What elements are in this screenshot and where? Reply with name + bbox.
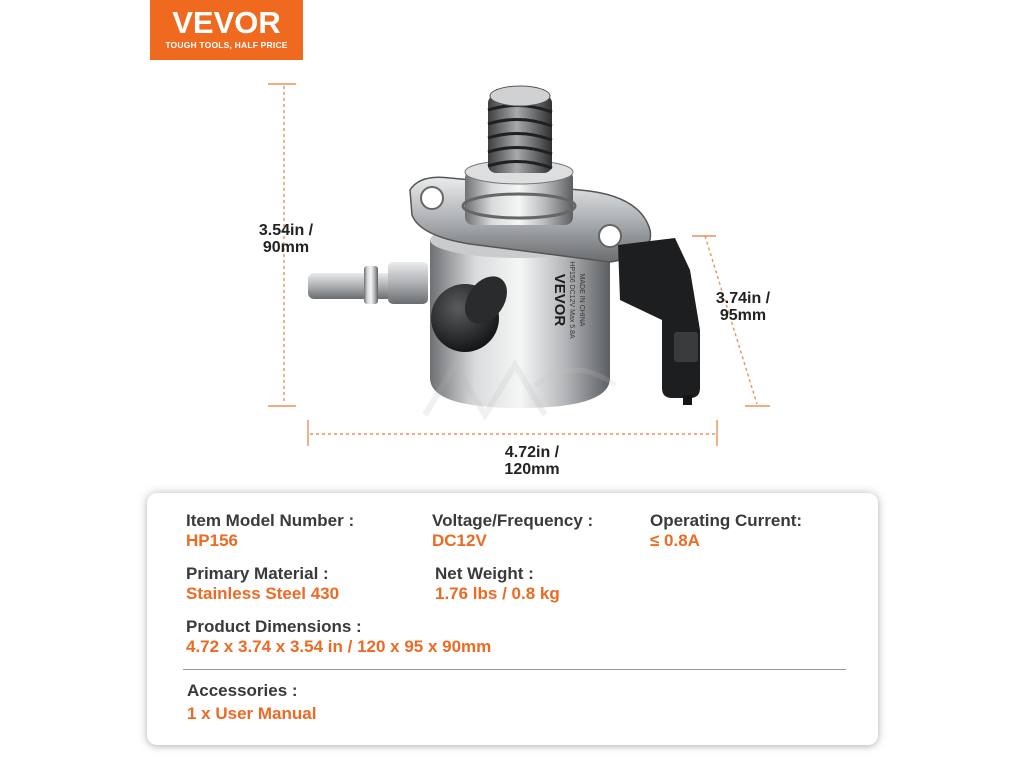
spec-label: Operating Current: xyxy=(650,511,803,530)
spec-label: Net Weight : xyxy=(435,564,534,583)
spec-value: 1.76 lbs / 0.8 kg xyxy=(435,584,560,603)
spec-value: Stainless Steel 430 xyxy=(186,584,340,603)
spec-item-model-number xyxy=(186,511,354,551)
width-dimension-label xyxy=(482,444,582,478)
spec-net-weight xyxy=(435,564,560,604)
watermark-logo xyxy=(415,345,625,440)
height-imperial: 3.54in / xyxy=(258,222,314,239)
housing-brand: VEVOR xyxy=(551,273,568,327)
spec-operating-current xyxy=(650,511,802,551)
housing-model-text: HP156 DC12V Max 5.8A xyxy=(568,261,575,339)
depth-metric: 95mm xyxy=(719,307,767,324)
spec-label: Accessories : xyxy=(187,681,298,700)
depth-dimension-label xyxy=(705,290,781,324)
electrical-connector xyxy=(618,238,700,398)
divider xyxy=(183,669,846,670)
spec-label: Voltage/Frequency : xyxy=(432,511,594,530)
logo-tagline: TOUGH TOOLS, HALF PRICE xyxy=(165,40,288,50)
inlet-tube xyxy=(308,273,393,299)
specifications-card xyxy=(147,493,878,745)
spec-product-dimensions xyxy=(186,617,491,657)
height-metric: 90mm xyxy=(262,239,310,256)
depth-imperial: 3.74in / xyxy=(715,290,771,307)
height-dimension-label xyxy=(244,222,328,256)
spec-voltage-frequency xyxy=(432,511,593,551)
spec-value: 4.72 x 3.74 x 3.54 in / 120 x 95 x 90mm xyxy=(186,637,492,656)
spec-accessories xyxy=(187,681,316,724)
housing-origin-text: MADE IN CHINA xyxy=(578,273,585,327)
spec-value: 1 x User Manual xyxy=(187,704,317,723)
spec-label: Item Model Number : xyxy=(186,511,355,530)
width-metric: 120mm xyxy=(504,461,560,478)
spec-value: ≤ 0.8A xyxy=(650,531,700,550)
logo-brand-text: VEVOR xyxy=(172,5,281,40)
width-imperial: 4.72in / xyxy=(504,444,560,461)
spec-label: Primary Material : xyxy=(186,564,329,583)
spec-primary-material xyxy=(186,564,339,604)
spec-label: Product Dimensions : xyxy=(186,617,362,636)
spec-value: HP156 xyxy=(186,531,238,550)
spec-value: DC12V xyxy=(432,531,487,550)
